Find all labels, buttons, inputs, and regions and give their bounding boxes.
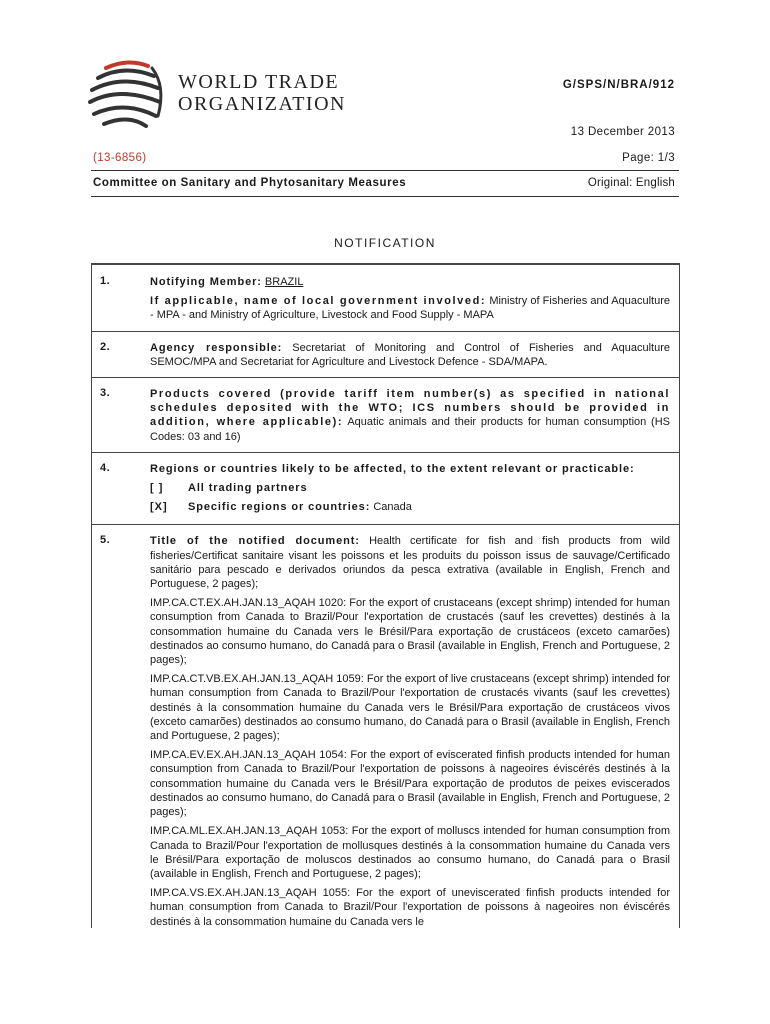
divider <box>91 196 679 197</box>
item-number: 1. <box>100 275 111 287</box>
document-date: 13 December 2013 <box>570 126 675 138</box>
document-paragraph: IMP.CA.EV.EX.AH.JAN.13_AQAH 1054: For the export of eviscerated finfish products intended for human consumption from Canada to Brazil/Pour l'exportation de poissons à nageoires éviscérés destinés à la consommation humaine du Canada vers le Brésil/Para exportação de produtos de peixes eviscerados destinados ao consumo humano, do Canadá para o Brasil (available in English, French and Portuguese, 2 pages); <box>150 749 670 819</box>
item-label: Regions or countries likely to be affected, to the extent relevant or practicable: <box>150 462 635 475</box>
item-label: Notifying Member: <box>150 276 262 288</box>
checkbox-checked: [X] <box>150 501 168 514</box>
original-language: Original: English <box>587 177 675 189</box>
item-label: Products covered (provide tariff item number(s) as specified in national schedules deposited with the WTO; ICS numbers should be provided in addition, where applicable): <box>150 388 670 429</box>
option-label: Specific regions or countries: <box>188 501 371 514</box>
option-specific-regions <box>150 500 670 514</box>
item-text: Aquatic animals and their products for human consumption (HS Codes: 03 and 16) <box>150 416 670 443</box>
item-text: Secretariat of Monitoring and Control of Fisheries and Aquaculture SEMOC/MPA and Secretariat for Agriculture and Livestock Defence - SDA/MAPA. <box>150 341 671 368</box>
item-1 <box>92 264 679 332</box>
document-paragraph: IMP.CA.ML.EX.AH.JAN.13_AQAH 1053: For the export of molluscs intended for human consumption from Canada to Brazil/Pour l'exportation de mollusques destinés à la consommation humaine du Canada vers le Brésil/Para exportação de moluscos destinados ao consumo humano, do Canadá para o Brasil (available in English, French and Portuguese, 2 pages); <box>150 825 670 880</box>
page-indicator: Page: 1/3 <box>622 152 675 164</box>
item-2 <box>92 332 679 378</box>
document-paragraph: IMP.CA.VS.EX.AH.JAN.13_AQAH 1055: For the export of uneviscerated finfish products intended for human consumption from Canada to Brazil/Pour l'exportation de poissons à nageoires non éviscérés destinés à la consommation humaine du Canada vers le <box>150 887 670 928</box>
org-name-line2: ORGANIZATION <box>178 93 346 115</box>
wto-logo-mark-icon <box>84 56 174 136</box>
item-number: 4. <box>100 461 111 474</box>
divider <box>91 170 679 171</box>
option-all-trading-partners <box>150 481 670 495</box>
item-3 <box>92 378 679 453</box>
notification-table <box>91 263 680 928</box>
page-title: NOTIFICATION <box>334 236 436 250</box>
item-4 <box>92 453 679 526</box>
document-paragraph: IMP.CA.CT.EX.AH.JAN.13_AQAH 1020: For the export of crustaceans (except shrimp) intended for human consumption from Canada to Brazil/Pour l'exportation de crustacés (sauf les crevettes) destinés à la consommation humaine du Canada vers le Brésil/Para exportação de crustáceos (exceto camarões) destinados ao consumo humano, do Canadá para o Brasil (available in English, French and Portuguese, 2 pages); <box>150 597 670 667</box>
item-number: 3. <box>100 387 111 400</box>
committee-name: Committee on Sanitary and Phytosanitary Measures <box>93 177 407 189</box>
document-symbol: G/SPS/N/BRA/912 <box>562 79 675 91</box>
option-value: Canada <box>373 501 412 514</box>
document-number: (13-6856) <box>93 152 147 164</box>
checkbox-unchecked: [ ] <box>150 482 164 495</box>
org-name-line1: WORLD TRADE <box>178 71 340 93</box>
item-text: Ministry of Fisheries and Aquaculture - MPA - and Ministry of Agriculture, Livestock and Food Supply - MAPA <box>150 295 670 322</box>
option-label: All trading partners <box>188 482 308 495</box>
item-label: Title of the notified document: <box>150 535 360 548</box>
item-number: 2. <box>100 340 111 353</box>
wto-logo <box>84 56 344 136</box>
org-name <box>178 71 346 115</box>
notifying-member: BRAZIL <box>264 276 304 288</box>
item-text: Health certificate for fish and fish products from wild fisheries/Certificat sanitaire visant les poissons et les produits du poisson issus de sauvage/Certificado sanitário para pescado e derivados oriundos da pesca extrativa (available in English, French and Portuguese, 2 pages); <box>150 535 670 591</box>
document-paragraph: IMP.CA.CT.VB.EX.AH.JAN.13_AQAH 1059: For the export of live crustaceans (except shrimp) intended for human consumption from Canada to Brazil/Pour l'exportation de crustacés vivants (sauf les crevettes) destinés à la consommation humaine du Canada vers le Brésil/Para exportação de crustáceos vivos (exceto camarões) destinados ao consumo humano, do Canadá para o Brasil (available in English, French and Portuguese, 2 pages); <box>150 673 670 743</box>
item-sublabel: If applicable, name of local government involved: <box>150 295 487 308</box>
item-5 <box>92 525 679 928</box>
item-label: Agency responsible: <box>150 341 283 354</box>
item-number: 5. <box>100 534 111 547</box>
